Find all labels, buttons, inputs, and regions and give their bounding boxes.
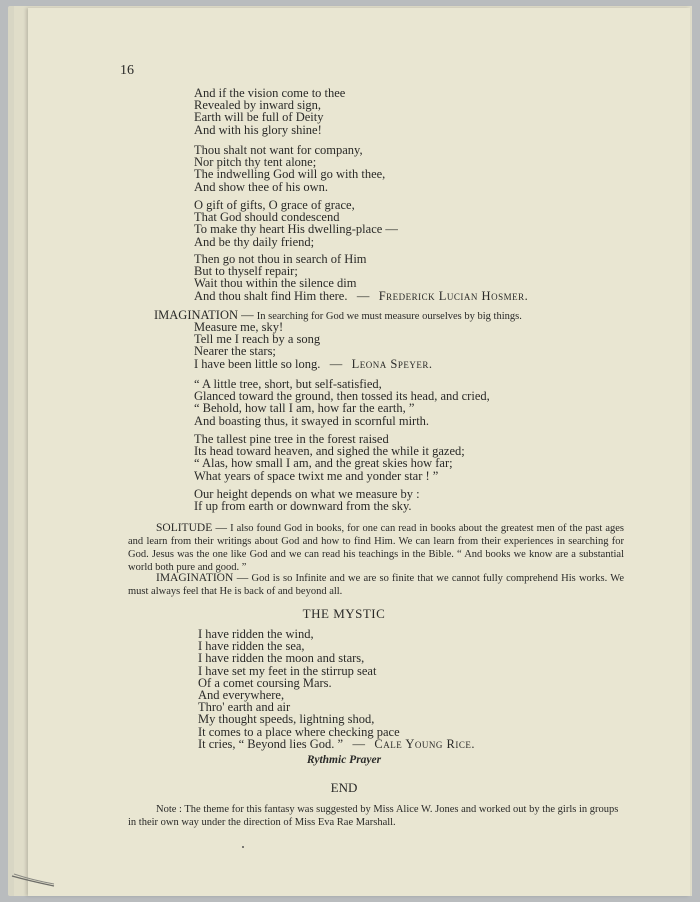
verse-line: Our height depends on what we measure by : [194, 487, 420, 501]
ink-speck [242, 846, 244, 848]
end-label: END [330, 780, 358, 795]
paper-clip-icon [10, 872, 56, 888]
page-number: 16 [120, 63, 134, 78]
verse-line: Thro' earth and air [198, 700, 291, 715]
verse-line: I have set my feet in the stirrup seat [198, 663, 377, 678]
verse-line: And boasting thus, it swayed in scornful mirth. [194, 413, 430, 428]
speyer-verse [194, 321, 432, 370]
author-attribution: Leona Speyer. [351, 356, 433, 371]
tree-stanza-1 [194, 378, 490, 427]
verse-line-text: I have been little so long. [194, 356, 321, 371]
verse-line: My thought speeds, lightning shod, [198, 712, 375, 727]
speaker-text: God is so Infinite and we are so finite that we cannot fully comprehend His works. We must always feel that He is back of and beyond all. [128, 573, 625, 597]
verse-line: The indwelling God will go with thee, [194, 167, 386, 182]
verse-line: O gift of gifts, O grace of grace, [194, 198, 355, 212]
stanza-3 [194, 199, 398, 248]
document-page [28, 8, 690, 896]
stanza-4 [194, 253, 528, 302]
footnote-text: Note : The theme for this fantasy was suggested by Miss Alice W. Jones and worked out by the girls in groups in their own way under the direction of Miss Eva Rae Marshall. [128, 804, 619, 828]
verse-line: “ A little tree, short, but self-satisfied, [194, 377, 382, 391]
author-attribution: Frederick Lucian Hosmer. [378, 288, 529, 303]
speaker-label: SOLITUDE — [156, 522, 228, 534]
verse-line: To make thy heart His dwelling-place — [194, 222, 398, 237]
verse-line: That God should condescend [194, 210, 340, 225]
solitude-paragraph [128, 522, 624, 574]
verse-line: Measure me, sky! [194, 320, 284, 334]
speaker-label: IMAGINATION — [154, 308, 254, 322]
author-attribution: Cale Young Rice. [374, 736, 475, 751]
verse-line: I have been little so long. — Leona Speyer. [194, 356, 433, 371]
verse-line: “ Behold, how tall I am, how far the earth, ” [194, 401, 415, 416]
verse-line: Revealed by inward sign, [194, 98, 322, 113]
verse-line: And be thy daily friend; [194, 234, 315, 249]
verse-line: Thou shalt not want for company, [194, 143, 363, 157]
verse-line: Glanced toward the ground, then tossed its head, and cried, [194, 389, 490, 404]
verse-line: And show thee of his own. [194, 179, 329, 194]
speaker-text: In searching for God we must measure ourselves by big things. [256, 311, 522, 322]
verse-line: Then go not thou in search of Him [194, 252, 367, 266]
footnote [128, 803, 628, 829]
verse-line: Tell me I reach by a song [194, 332, 321, 347]
prayer-title: Rythmic Prayer [306, 754, 382, 766]
verse-line: I have ridden the wind, [198, 627, 314, 641]
verse-line: Of a comet coursing Mars. [198, 675, 332, 690]
verse-line: “ Alas, how small I am, and the great skies how far; [194, 456, 453, 471]
verse-line: I have ridden the sea, [198, 639, 305, 654]
verse-line: It comes to a place where checking pace [198, 724, 400, 739]
verse-line: Nearer the stars; [194, 344, 276, 359]
verse-line-text: And thou shalt find Him there. [194, 288, 348, 303]
imagination-paragraph [128, 572, 624, 598]
speaker-label: IMAGINATION — [156, 572, 249, 584]
verse-line: And with his glory shine! [194, 122, 322, 137]
verse-line: Wait thou within the silence dim [194, 276, 357, 291]
stanza-1 [194, 87, 345, 136]
stanza-2 [194, 144, 385, 193]
verse-line: And thou shalt find Him there. — Frederick Lucian Hosmer. [194, 288, 529, 303]
verse-line: But to thyself repair; [194, 264, 298, 279]
verse-line: Nor pitch thy tent alone; [194, 155, 317, 170]
tree-stanza-2 [194, 433, 465, 482]
verse-line: If up from earth or downward from the sky. [194, 499, 412, 514]
verse-line: Earth will be full of Deity [194, 110, 324, 125]
verse-line: Its head toward heaven, and sighed the while it gazed; [194, 444, 465, 459]
verse-line: What years of space twixt me and yonder star ! ” [194, 468, 439, 483]
verse-line: And everywhere, [198, 688, 285, 703]
verse-line: I have ridden the moon and stars, [198, 651, 365, 666]
page-content [28, 8, 690, 896]
verse-line: It cries, “ Beyond lies God. ” — Cale Young Rice. [198, 736, 475, 751]
verse-line-text: It cries, “ Beyond lies God. ” [198, 736, 344, 751]
speaker-text: I also found God in books, for one can read in books about the greatest men of the past ages and learn from their writings about God and how to find Him. We can learn from their experiences in searching for God. Jesus was the one like God and we can read his teachings in the Bible. “ And books we know are a substantial world both pure and good. ” [128, 523, 625, 573]
verse-line: The tallest pine tree in the forest raised [194, 432, 389, 446]
verse-line: And if the vision come to thee [194, 86, 346, 100]
tree-stanza-3 [194, 488, 420, 512]
section-title: THE MYSTIC [302, 606, 386, 621]
mystic-verse [198, 628, 475, 750]
